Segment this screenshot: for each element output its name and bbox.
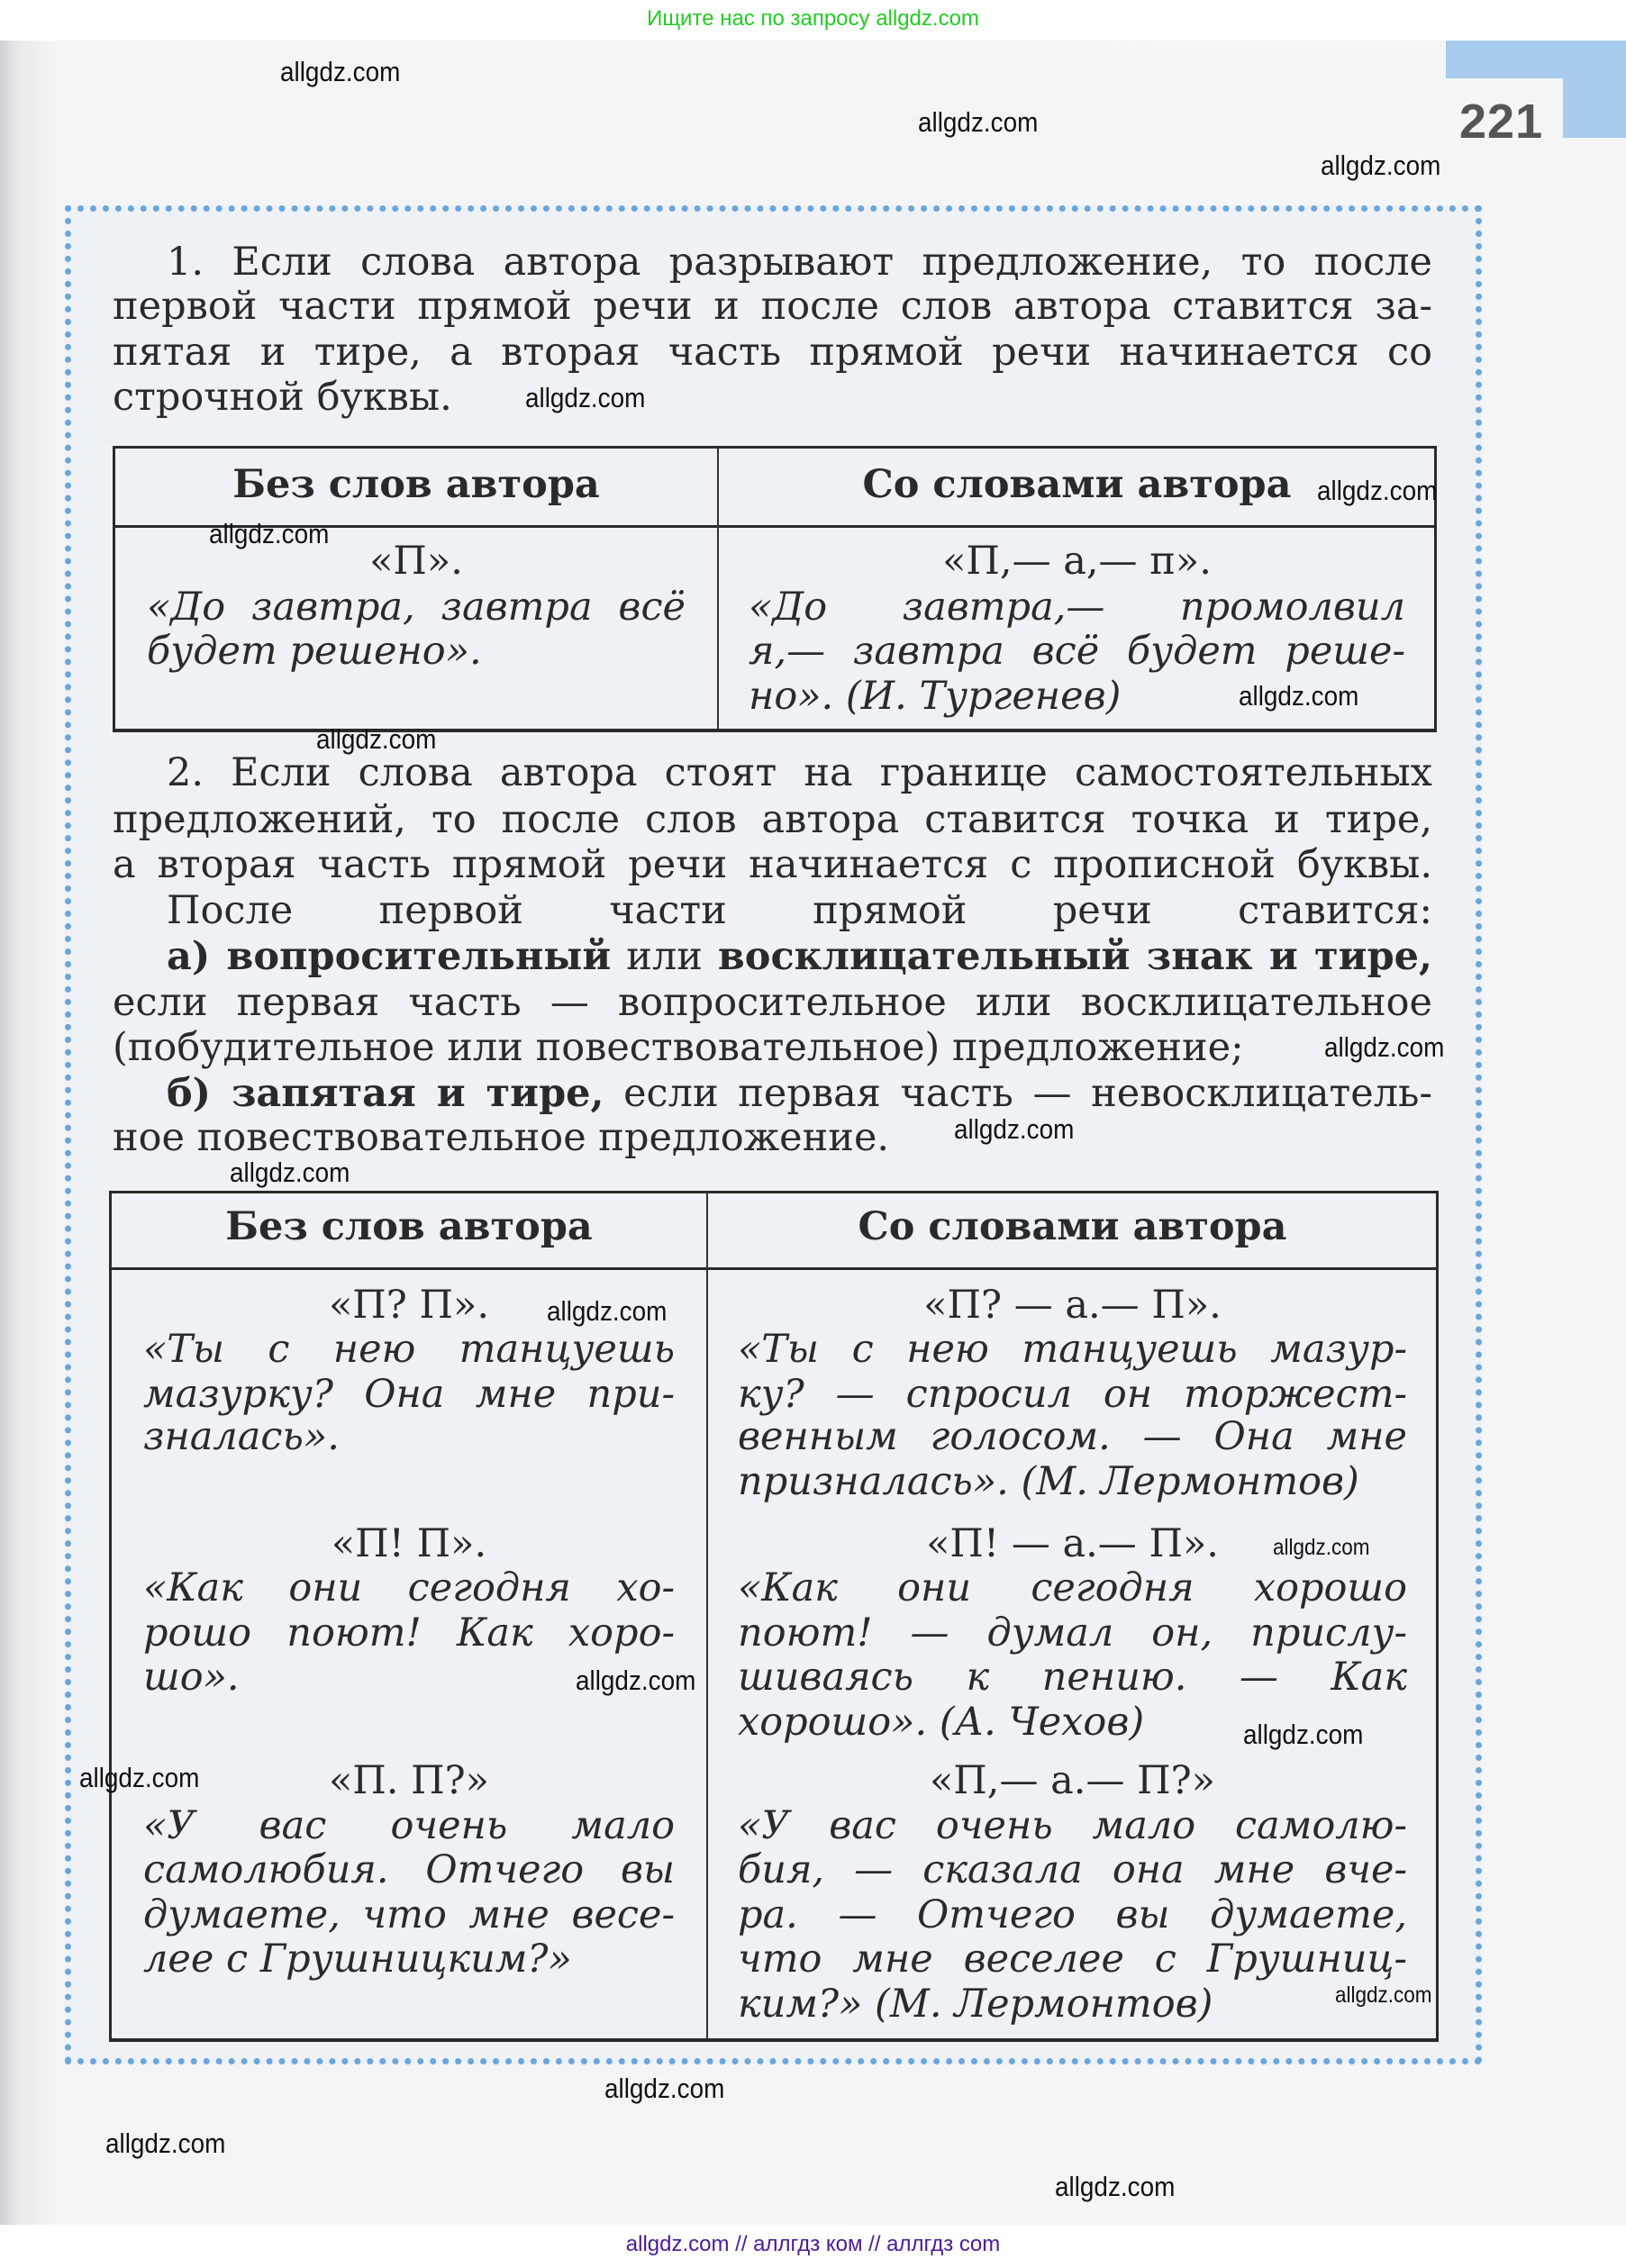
text-segment: (побудительное или повествовательное) предложение; xyxy=(113,1025,1244,1070)
table-2-right-example-line: шиваясь к пению. — Как xyxy=(738,1655,1407,1700)
watermark: allgdz.com xyxy=(280,56,401,87)
table-1-header-with-author: Со словами автора xyxy=(862,462,1292,507)
table-2-header-divider xyxy=(112,1267,1436,1270)
table-1-right-example-line: «До завтра,— промолвил xyxy=(749,585,1405,630)
table-2-left-schema: «П. П?» xyxy=(328,1758,489,1803)
table-2-right-example-line: «Ты с нею танцуешь мазур- xyxy=(738,1327,1407,1372)
table-2-right-example-line: «Как они сегодня хорошо xyxy=(738,1565,1407,1610)
table-1-right-schema: «П,— а,— п». xyxy=(942,539,1212,584)
table-1-right-example-line: я,— завтра всё будет реше- xyxy=(749,629,1405,674)
rule2-line xyxy=(113,842,1432,887)
page-corner-tab-strip xyxy=(1563,41,1626,138)
watermark: allgdz.com xyxy=(209,518,330,549)
table-2-right-example-line: «У вас очень мало самолю- xyxy=(738,1803,1407,1848)
table-2-left-schema: «П? П». xyxy=(328,1283,489,1328)
table-2-right-example-line: поют! — думал он, прислу- xyxy=(738,1610,1407,1656)
text-segment: пятая и тире, а вторая часть прямой речи начинается со xyxy=(113,330,1432,375)
table-1-left-example-line: «До завтра, завтра всё xyxy=(147,585,686,630)
table-1-left-schema: «П». xyxy=(369,539,463,584)
watermark: allgdz.com xyxy=(1055,2171,1176,2202)
table-2-right-schema: «П! — а.— П». xyxy=(926,1521,1219,1566)
watermark: allgdz.com xyxy=(1321,150,1441,181)
watermark: allgdz.com xyxy=(1273,1535,1370,1560)
table-2-right-example-line: что мне веселее с Грушниц- xyxy=(738,1937,1407,1982)
table-2-left-example-line: зналась». xyxy=(143,1414,340,1459)
rule2-line xyxy=(113,797,1432,842)
watermark: allgdz.com xyxy=(604,2073,725,2104)
table-2-left-example-line: «У вас очень мало xyxy=(143,1803,675,1848)
text-segment: если первая часть — вопросительное или восклицательное xyxy=(113,980,1432,1025)
rule2-line xyxy=(113,1115,1432,1160)
table-2-right-example-line: бия, — сказала она мне вче- xyxy=(738,1847,1407,1892)
bold-text: б) запятая и тире, xyxy=(167,1071,604,1116)
watermark: allgdz.com xyxy=(230,1157,350,1188)
table-2-left-example-line: лее с Грушницким?» xyxy=(143,1937,572,1982)
table-2-left-example-line: самолюбия. Отчего вы xyxy=(143,1847,675,1892)
table-2-right-schema: «П? — а.— П». xyxy=(923,1283,1222,1328)
watermark: allgdz.com xyxy=(525,382,646,413)
bottom-banner-text: allgdz.com // аллгдз ком // аллгдз com xyxy=(625,2232,1001,2256)
watermark: allgdz.com xyxy=(918,106,1039,138)
text-segment: предложений, то после слов автора ставится точка и тире, xyxy=(113,797,1432,842)
top-banner-text: Ищите нас по запросу allgdz.com xyxy=(647,6,979,31)
table-1-left-example-line: будет решено». xyxy=(147,629,482,674)
table-1-header-without-author: Без слов автора xyxy=(232,462,600,507)
table-2-header-with-author: Со словами автора xyxy=(858,1204,1287,1249)
table-2-right-example-line: призналась». (М. Лермонтов) xyxy=(738,1459,1359,1504)
rule1-line xyxy=(113,330,1432,375)
table-2-right-schema: «П,— а.— П?» xyxy=(930,1758,1215,1803)
text-segment: или xyxy=(611,934,718,979)
table-2-left-example-line: мазурку? Она мне при- xyxy=(143,1372,675,1417)
watermark: allgdz.com xyxy=(316,723,437,755)
table-2-header-without-author: Без слов автора xyxy=(225,1204,593,1249)
text-segment: ное повествовательное предложение. xyxy=(113,1115,890,1160)
table-2-left-schema: «П! П». xyxy=(331,1521,487,1566)
rule2-line xyxy=(113,980,1432,1025)
text-segment: 1. Если слова автора разрывают предложение, то после xyxy=(167,240,1432,285)
rule1-line xyxy=(113,375,1432,420)
text-segment: первой части прямой речи и после слов автора ставится за- xyxy=(113,284,1432,329)
table-2-left-example-line: шо». xyxy=(143,1655,240,1700)
watermark: allgdz.com xyxy=(79,1762,200,1793)
table-2-left-example-line: рошо поют! Как хоро- xyxy=(143,1610,675,1656)
table-2-left-example-line: «Ты с нею танцуешь xyxy=(143,1327,675,1372)
bold-text: восклицательный знак и тире, xyxy=(717,934,1432,979)
rule2-line xyxy=(167,750,1432,795)
watermark: allgdz.com xyxy=(1243,1719,1364,1750)
watermark: allgdz.com xyxy=(1324,1031,1445,1063)
table-1-right-example-line: но». (И. Тургенев) xyxy=(749,674,1122,719)
rule1-line xyxy=(113,284,1432,329)
rule2-line xyxy=(167,934,1432,979)
text-segment: После первой части прямой речи ставится: xyxy=(167,888,1432,933)
rule2-line xyxy=(113,1025,1432,1070)
text-segment: 2. Если слова автора стоят на границе самостоятельных xyxy=(167,750,1432,795)
watermark: allgdz.com xyxy=(954,1113,1075,1145)
table-2-right-example-line: венным голосом. — Она мне xyxy=(738,1414,1407,1459)
text-segment: строчной буквы. xyxy=(113,375,452,420)
table-2-left-example-line: «Как они сегодня хо- xyxy=(143,1565,675,1610)
watermark: allgdz.com xyxy=(1239,680,1359,712)
bottom-banner xyxy=(0,2225,1626,2268)
table-2-right-example-line: ким?» (М. Лермонтов) xyxy=(738,1982,1213,2027)
table-2-right-example-line: ку? — спросил он торжест- xyxy=(738,1372,1407,1417)
table-2-left-example-line: думаете, что мне весе- xyxy=(143,1892,675,1937)
watermark: allgdz.com xyxy=(576,1665,696,1696)
page-number: 221 xyxy=(1459,95,1544,149)
watermark: allgdz.com xyxy=(547,1295,668,1327)
rule1-line xyxy=(167,240,1432,285)
watermark: allgdz.com xyxy=(1317,475,1438,506)
watermark: allgdz.com xyxy=(105,2127,226,2159)
table-2-right-example-line: ра. — Отчего вы думаете, xyxy=(738,1892,1407,1937)
top-banner xyxy=(0,0,1626,41)
watermark: allgdz.com xyxy=(1335,1982,1432,2008)
text-segment: если первая часть — невосклицатель- xyxy=(604,1071,1432,1116)
table-2-right-example-line: хорошо». (А. Чехов) xyxy=(738,1700,1145,1745)
rule2-line xyxy=(167,1071,1432,1116)
bold-text: а) вопросительный xyxy=(167,934,612,979)
text-segment: а вторая часть прямой речи начинается с прописной буквы. xyxy=(113,842,1432,887)
rule2-line xyxy=(167,888,1432,933)
